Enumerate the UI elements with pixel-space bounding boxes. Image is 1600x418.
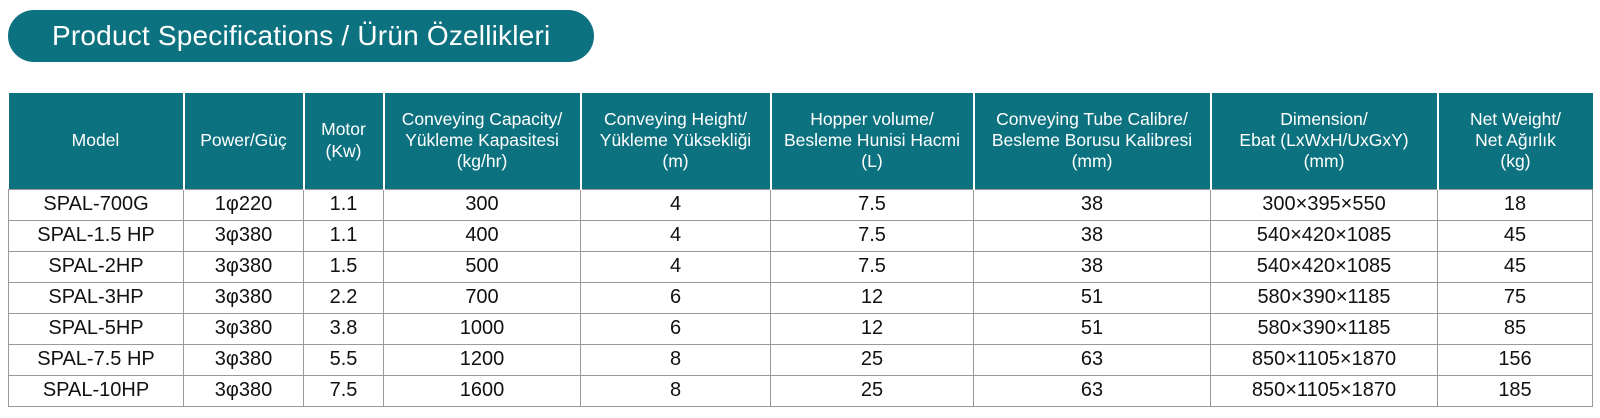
table-cell: 25 [771,344,974,375]
table-cell: 156 [1438,344,1593,375]
column-header-line: (kg/hr) [456,151,508,172]
column-header-line: Dimension/ [1280,108,1368,129]
table-cell: 4 [581,189,771,220]
column-header-3 [384,93,581,189]
table-cell: 1.1 [304,220,384,251]
table-cell: 85 [1438,313,1593,344]
table-cell: 7.5 [771,251,974,282]
table-cell: 500 [384,251,581,282]
table-cell: 6 [581,313,771,344]
table-cell: 3φ380 [184,313,304,344]
column-header-line: Net Weight/ [1469,108,1562,129]
table-cell: 63 [974,344,1211,375]
table-cell: 45 [1438,251,1593,282]
table-cell: 45 [1438,220,1593,251]
table-cell: 1200 [384,344,581,375]
table-body [9,189,1593,406]
cell-model: SPAL-5HP [9,313,184,344]
table-cell: 185 [1438,375,1593,406]
table-cell: 3.8 [304,313,384,344]
table-cell: 38 [974,189,1211,220]
table-cell: 63 [974,375,1211,406]
table-cell: 5.5 [304,344,384,375]
column-header-line: (mm) [1071,151,1113,172]
cell-model: SPAL-700G [9,189,184,220]
column-header-1 [184,93,304,189]
table-cell: 2.2 [304,282,384,313]
table-row [9,220,1593,251]
table-cell: 51 [974,282,1211,313]
table-cell: 38 [974,220,1211,251]
table-cell: 51 [974,313,1211,344]
column-header-7 [1211,93,1438,189]
column-header-line: Besleme Borusu Kalibresi [991,130,1193,151]
column-header-line: Power/Güç [200,130,287,151]
table-cell: 850×1105×1870 [1211,375,1438,406]
cell-model: SPAL-10HP [9,375,184,406]
table-cell: 1000 [384,313,581,344]
table-row [9,282,1593,313]
table-cell: 38 [974,251,1211,282]
column-header-line: Conveying Tube Calibre/ [996,108,1188,129]
column-header-0 [9,93,184,189]
column-header-line: Besleme Hunisi Hacmi [783,130,961,151]
column-header-line: Motor [321,119,366,140]
table-cell: 1600 [384,375,581,406]
table-row [9,251,1593,282]
cell-model: SPAL-1.5 HP [9,220,184,251]
table-cell: 580×390×1185 [1211,282,1438,313]
column-header-line: Model [71,130,120,151]
table-cell: 3φ380 [184,220,304,251]
table-cell: 25 [771,375,974,406]
column-header-8 [1438,93,1593,189]
table-row [9,189,1593,220]
table-cell: 1.1 [304,189,384,220]
column-header-line: Yükleme Yüksekliği [599,130,752,151]
column-header-line: (kg) [1500,151,1531,172]
table-cell: 850×1105×1870 [1211,344,1438,375]
column-header-4 [581,93,771,189]
page-title: Product Specifications / Ürün Özellikleri [52,20,551,51]
column-header-line: Net Ağırlık [1475,130,1556,151]
column-header-line: Hopper volume/ [810,108,934,129]
table-cell: 6 [581,282,771,313]
cell-model: SPAL-7.5 HP [9,344,184,375]
table-cell: 540×420×1085 [1211,220,1438,251]
table-cell: 7.5 [771,220,974,251]
table-cell: 1φ220 [184,189,304,220]
column-header-line: (Kw) [325,140,362,161]
table-cell: 4 [581,251,771,282]
table-cell: 12 [771,313,974,344]
column-header-line: Conveying Height/ [604,108,747,129]
table-header-row [9,93,1593,189]
table-row [9,375,1593,406]
cell-model: SPAL-3HP [9,282,184,313]
column-header-line: Yükleme Kapasitesi [405,130,559,151]
column-header-line: Ebat (LxWxH/UxGxY) [1239,130,1409,151]
specifications-table [8,93,1593,407]
table-cell: 700 [384,282,581,313]
table-cell: 400 [384,220,581,251]
table-cell: 75 [1438,282,1593,313]
table-cell: 3φ380 [184,282,304,313]
table-cell: 3φ380 [184,251,304,282]
column-header-line: Conveying Capacity/ [401,108,563,129]
table-cell: 1.5 [304,251,384,282]
table-cell: 18 [1438,189,1593,220]
column-header-line: (L) [861,151,883,172]
table-cell: 3φ380 [184,344,304,375]
table-cell: 8 [581,375,771,406]
table-cell: 12 [771,282,974,313]
cell-model: SPAL-2HP [9,251,184,282]
table-row [9,313,1593,344]
column-header-2 [304,93,384,189]
column-header-5 [771,93,974,189]
table-cell: 300×395×550 [1211,189,1438,220]
table-cell: 7.5 [771,189,974,220]
table-cell: 8 [581,344,771,375]
page-title-pill [8,10,594,62]
table-cell: 4 [581,220,771,251]
column-header-6 [974,93,1211,189]
specifications-table-wrapper [8,93,1592,407]
table-cell: 3φ380 [184,375,304,406]
column-header-line: (m) [662,151,689,172]
column-header-line: (mm) [1303,151,1345,172]
table-cell: 300 [384,189,581,220]
table-cell: 580×390×1185 [1211,313,1438,344]
table-cell: 540×420×1085 [1211,251,1438,282]
table-row [9,344,1593,375]
table-cell: 7.5 [304,375,384,406]
table-header [9,93,1593,189]
